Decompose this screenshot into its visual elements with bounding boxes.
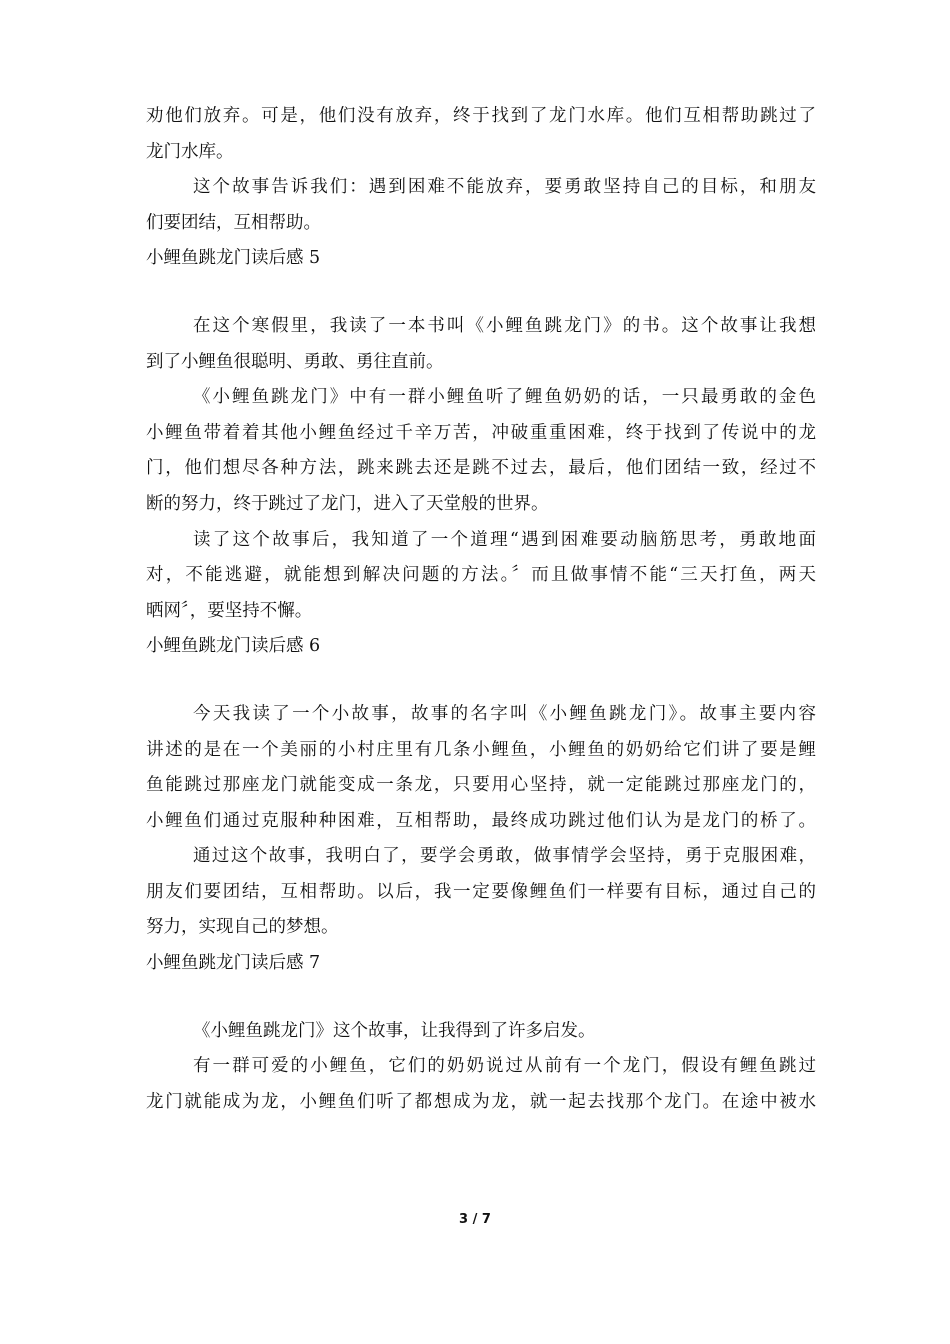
paragraph-line: 门，他们想尽各种方法，跳来跳去还是跳不过去，最后，他们团结一致，经过不 — [146, 458, 816, 479]
paragraph-line: 小鲤鱼带着着其他小鲤鱼经过千辛万苦，冲破重重困难，终于找到了传说中的龙 — [146, 422, 816, 443]
paragraph-line: 龙门水库。 — [146, 141, 234, 162]
paragraph-line: 《小鲤鱼跳龙门》这个故事，让我得到了许多启发。 — [193, 1020, 596, 1041]
paragraph-line: 断的努力，终于跳过了龙门，进入了天堂般的世界。 — [146, 493, 549, 514]
section-heading: 小鲤鱼跳龙门读后感 6 — [146, 636, 321, 657]
paragraph-line: 小鲤鱼们通过克服种种困难，互相帮助，最终成功跳过他们认为是龙门的桥了。 — [146, 810, 816, 831]
paragraph-line: 朋友们要团结，互相帮助。以后，我一定要像鲤鱼们一样要有目标，通过自己的 — [146, 881, 816, 902]
paragraph-line: 们要团结，互相帮助。 — [146, 212, 321, 233]
paragraph-line: 到了小鲤鱼很聪明、勇敢、勇往直前。 — [146, 351, 444, 372]
section-heading: 小鲤鱼跳龙门读后感 7 — [146, 953, 321, 974]
paragraph-line: 晒网〞，要坚持不懈。 — [146, 600, 313, 621]
paragraph-line: 在这个寒假里，我读了一本书叫《小鲤鱼跳龙门》的书。这个故事让我想 — [193, 315, 816, 336]
paragraph-line: 有一群可爱的小鲤鱼，它们的奶奶说过从前有一个龙门，假设有鲤鱼跳过 — [193, 1056, 816, 1077]
document-body — [146, 99, 816, 1120]
paragraph-line: 龙门就能成为龙，小鲤鱼们听了都想成为龙，就一起去找那个龙门。在途中被水 — [146, 1091, 816, 1112]
paragraph-line: 努力，实现自己的梦想。 — [146, 917, 339, 938]
paragraph-line: 今天我读了一个小故事，故事的名字叫《小鲤鱼跳龙门》。故事主要内容 — [193, 703, 816, 724]
paragraph-line: 《小鲤鱼跳龙门》中有一群小鲤鱼听了鲤鱼奶奶的话，一只最勇敢的金色 — [193, 387, 816, 408]
paragraph-line: 劝他们放弃。可是，他们没有放弃，终于找到了龙门水库。他们互相帮助跳过了 — [146, 106, 816, 126]
paragraph-line: 鱼能跳过那座龙门就能变成一条龙，只要用心坚持，就一定能跳过那座龙门的， — [146, 775, 816, 796]
paragraph-line: 讲述的是在一个美丽的小村庄里有几条小鲤鱼，小鲤鱼的奶奶给它们讲了要是鲤 — [146, 739, 816, 760]
paragraph-line: 这个故事告诉我们：遇到困难不能放弃，要勇敢坚持自己的目标，和朋友 — [193, 177, 816, 198]
paragraph-line: 读了这个故事后，我知道了一个道理“遇到困难要动脑筋思考，勇敢地面 — [193, 529, 816, 550]
section-heading: 小鲤鱼跳龙门读后感 5 — [146, 248, 321, 269]
paragraph-line: 通过这个故事，我明白了，要学会勇敢，做事情学会坚持，勇于克服困难， — [193, 846, 816, 867]
paragraph-line: 对，不能逃避，就能想到解决问题的方法。〞而且做事情不能“三天打鱼，两天 — [146, 565, 816, 586]
page-number: 3 / 7 — [459, 1212, 491, 1227]
